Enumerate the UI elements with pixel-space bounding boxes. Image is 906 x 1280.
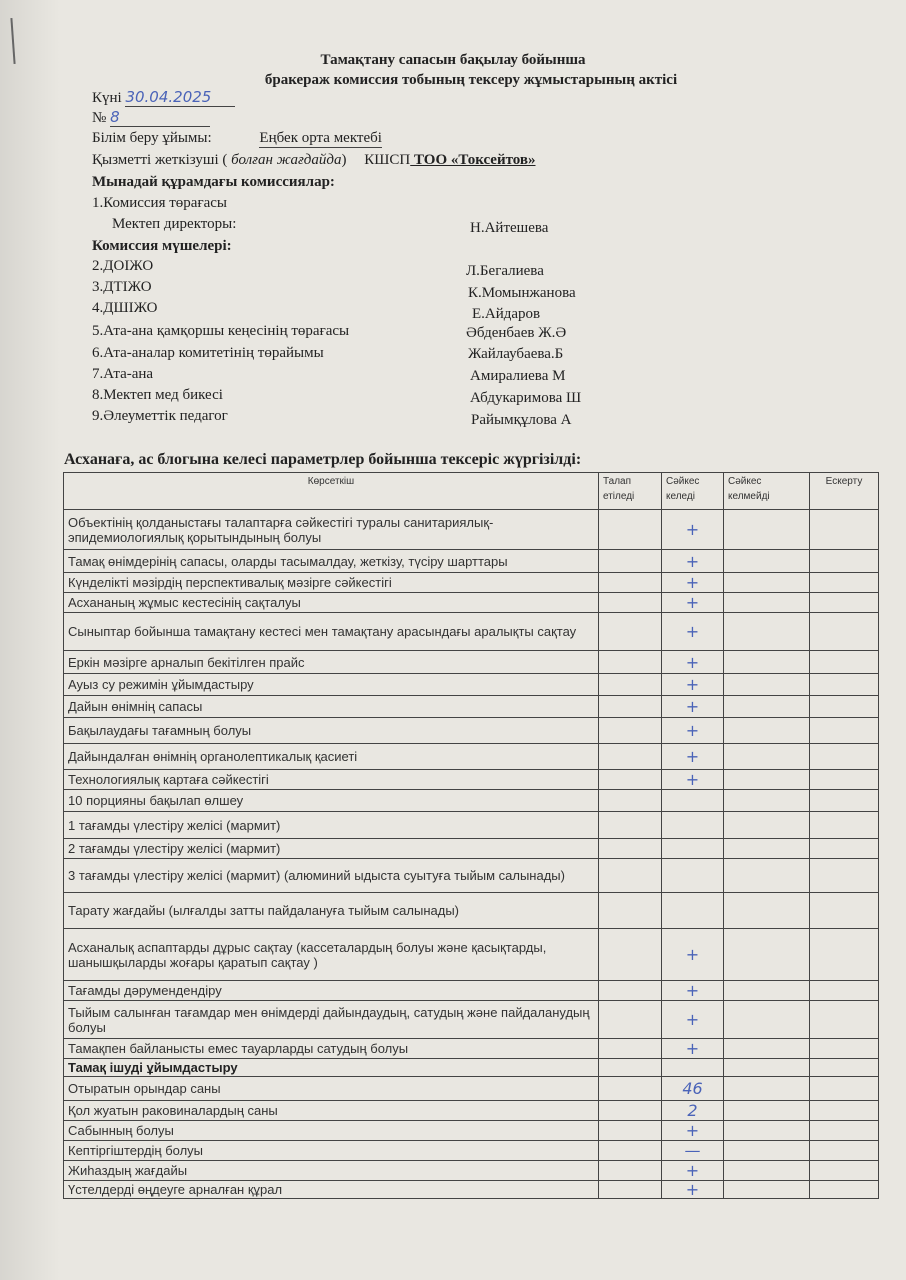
col-header-noncompliant: Сәйкес келмейді <box>724 473 810 510</box>
number-value: 8 <box>110 108 210 127</box>
required-cell <box>599 1059 662 1077</box>
required-cell <box>599 1101 662 1121</box>
table-row <box>64 893 879 929</box>
indicator-cell: Сабынның болуы <box>64 1121 599 1141</box>
indicator-cell: Тыйым салынған тағамдар мен өнімдерді дайындаудың, сатудың және пайдаланудың болуы <box>64 1001 599 1039</box>
compliant-cell: 46 <box>662 1077 724 1101</box>
table-row <box>64 790 879 812</box>
member-role-5: 5.Ата-ана қамқоршы кеңесінің төрағасы <box>92 323 350 339</box>
note-cell <box>810 696 879 718</box>
noncompliant-cell <box>724 929 810 981</box>
table-row <box>64 1141 879 1161</box>
indicator-cell: Технологиялық картаға сәйкестігі <box>64 770 599 790</box>
compliant-cell: + <box>662 696 724 718</box>
indicator-cell: Күнделікті мәзірдің перспективалық мәзірге сәйкестігі <box>64 573 599 593</box>
col-header-indicator: Көрсеткіш <box>64 473 599 510</box>
indicator-cell: Тамақпен байланысты емес тауарларды сатудың болуы <box>64 1039 599 1059</box>
required-cell <box>599 550 662 573</box>
table-row <box>64 573 879 593</box>
supplier-note: болған жағдайда <box>231 152 342 168</box>
required-cell <box>599 1121 662 1141</box>
compliant-cell: — <box>662 1141 724 1161</box>
member-role-3: 3.ДТІЖО <box>92 279 152 295</box>
indicator-cell: Тамақ ішуді ұйымдастыру <box>64 1059 599 1077</box>
member-name-8: Абдукаримова Ш <box>470 390 582 406</box>
required-cell <box>599 510 662 550</box>
member-name-3: К.Момынжанова <box>468 285 576 301</box>
compliant-cell <box>662 859 724 893</box>
compliant-cell: + <box>662 981 724 1001</box>
table-row <box>64 1181 879 1199</box>
indicator-cell: 3 тағамды үлестіру желісі (мармит) (алюминий ыдыста суытуға тыйым салынады) <box>64 859 599 893</box>
members-heading: Комиссия мүшелері: <box>92 238 232 254</box>
doc-title-line2: бракераж комиссия тобының тексеру жұмыстарының актісі <box>264 72 678 88</box>
required-cell <box>599 1181 662 1199</box>
compliant-cell <box>662 893 724 929</box>
table-row <box>64 1101 879 1121</box>
required-cell <box>599 859 662 893</box>
number-label: № <box>92 110 107 126</box>
compliant-cell: + <box>662 1181 724 1199</box>
note-cell <box>810 1181 879 1199</box>
note-cell <box>810 593 879 613</box>
member-role-8: 8.Мектеп мед бикесі <box>92 387 223 403</box>
table-row <box>64 1121 879 1141</box>
note-cell <box>810 550 879 573</box>
required-cell <box>599 613 662 651</box>
table-row <box>64 929 879 981</box>
compliant-cell: + <box>662 674 724 696</box>
required-cell <box>599 839 662 859</box>
member-role-4: 4.ДШІЖО <box>92 300 158 316</box>
noncompliant-cell <box>724 613 810 651</box>
note-cell <box>810 1059 879 1077</box>
required-cell <box>599 812 662 839</box>
indicator-cell: 1 тағамды үлестіру желісі (мармит) <box>64 812 599 839</box>
note-cell <box>810 812 879 839</box>
table-row <box>64 651 879 674</box>
note-cell <box>810 1141 879 1161</box>
supplier-row <box>92 152 536 169</box>
member-role-9: 9.Әлеуметтік педагог <box>92 408 228 424</box>
note-cell <box>810 651 879 674</box>
member-name-9: Райымқұлова А <box>471 412 572 428</box>
note-cell <box>810 981 879 1001</box>
note-cell <box>810 1039 879 1059</box>
table-row <box>64 812 879 839</box>
indicator-cell: Объектінің қолданыстағы талаптарға сәйкестігі туралы санитариялық-эпидемиологиялық қорытындының болуы <box>64 510 599 550</box>
required-cell <box>599 893 662 929</box>
table-row <box>64 744 879 770</box>
compliant-cell: + <box>662 929 724 981</box>
indicator-cell: Асхананың жұмыс кестесінің сақталуы <box>64 593 599 613</box>
note-cell <box>810 1101 879 1121</box>
noncompliant-cell <box>724 510 810 550</box>
noncompliant-cell <box>724 593 810 613</box>
supplier-paren: ) <box>341 152 347 168</box>
member-role-2: 2.ДОІЖО <box>92 258 154 274</box>
required-cell <box>599 744 662 770</box>
supplier-label: Қызметті жеткізуші ( <box>92 152 228 168</box>
noncompliant-cell <box>724 1121 810 1141</box>
compliant-cell: + <box>662 510 724 550</box>
noncompliant-cell <box>724 839 810 859</box>
noncompliant-cell <box>724 573 810 593</box>
compliant-cell <box>662 1059 724 1077</box>
school-row <box>92 130 382 148</box>
col-header-note: Ескерту <box>810 473 879 510</box>
noncompliant-cell <box>724 1077 810 1101</box>
compliant-cell: + <box>662 1161 724 1181</box>
compliant-cell <box>662 812 724 839</box>
indicator-cell: 2 тағамды үлестіру желісі (мармит) <box>64 839 599 859</box>
note-cell <box>810 839 879 859</box>
noncompliant-cell <box>724 859 810 893</box>
table-row <box>64 839 879 859</box>
compliant-cell: + <box>662 550 724 573</box>
noncompliant-cell <box>724 790 810 812</box>
member-role-7: 7.Ата-ана <box>92 366 154 382</box>
compliant-cell: + <box>662 651 724 674</box>
note-cell <box>810 1001 879 1039</box>
note-cell <box>810 718 879 744</box>
inspection-rows <box>64 510 879 1199</box>
table-row <box>64 859 879 893</box>
compliant-cell: + <box>662 573 724 593</box>
member-name-7: Амиралиева М <box>470 368 566 384</box>
indicator-cell: Қол жуатын раковиналардың саны <box>64 1101 599 1121</box>
table-row <box>64 1001 879 1039</box>
compliant-cell: + <box>662 613 724 651</box>
doc-title-line1: Тамақтану сапасын бақылау бойынша <box>320 52 586 68</box>
member-name-6: Жайлаубаева.Б <box>468 346 564 362</box>
required-cell <box>599 770 662 790</box>
noncompliant-cell <box>724 1141 810 1161</box>
compliant-cell: + <box>662 744 724 770</box>
required-cell <box>599 790 662 812</box>
table-row <box>64 674 879 696</box>
table-row <box>64 718 879 744</box>
noncompliant-cell <box>724 696 810 718</box>
date-value: 30.04.2025 <box>125 88 235 107</box>
note-cell <box>810 573 879 593</box>
indicator-cell: Тамақ өнімдерінің сапасы, оларды тасымалдау, жеткізу, түсіру шарттары <box>64 550 599 573</box>
required-cell <box>599 573 662 593</box>
indicator-cell: Кептіргіштердің болуы <box>64 1141 599 1161</box>
indicator-cell: Бақылаудағы тағамның болуы <box>64 718 599 744</box>
compliant-cell <box>662 839 724 859</box>
table-row <box>64 550 879 573</box>
required-cell <box>599 674 662 696</box>
table-row <box>64 696 879 718</box>
required-cell <box>599 929 662 981</box>
note-cell <box>810 770 879 790</box>
compliant-cell: + <box>662 1001 724 1039</box>
note-cell <box>810 859 879 893</box>
composition-heading: Мынадай құрамдағы комиссиялар: <box>92 174 335 190</box>
noncompliant-cell <box>724 1181 810 1199</box>
compliant-cell <box>662 790 724 812</box>
col-header-compliant: Сәйкес келеді <box>662 473 724 510</box>
required-cell <box>599 718 662 744</box>
indicator-cell: Асханалық аспаптарды дұрыс сақтау (кассеталардың болуы және қасықтарды, шанышқыларды жоғары қаратып сақтау ) <box>64 929 599 981</box>
noncompliant-cell <box>724 981 810 1001</box>
table-row <box>64 510 879 550</box>
member-role-6: 6.Ата-аналар комитетінің төрайымы <box>92 345 324 361</box>
required-cell <box>599 1039 662 1059</box>
compliant-cell: 2 <box>662 1101 724 1121</box>
indicator-cell: Сыныптар бойынша тамақтану кестесі мен тамақтану арасындағы аралықты сақтау <box>64 613 599 651</box>
date-row <box>92 88 235 107</box>
required-cell <box>599 696 662 718</box>
chair-label: 1.Комиссия төрағасы <box>92 195 227 211</box>
school-label: Білім беру ұйымы: <box>92 130 212 146</box>
compliant-cell: + <box>662 593 724 613</box>
indicator-cell: 10 порцияны бақылап өлшеу <box>64 790 599 812</box>
note-cell <box>810 1077 879 1101</box>
required-cell <box>599 593 662 613</box>
required-cell <box>599 1161 662 1181</box>
noncompliant-cell <box>724 1059 810 1077</box>
indicator-cell: Жиһаздың жағдайы <box>64 1161 599 1181</box>
required-cell <box>599 1077 662 1101</box>
page-shadow <box>0 0 60 1280</box>
section-row <box>64 1059 879 1077</box>
table-row <box>64 770 879 790</box>
noncompliant-cell <box>724 1039 810 1059</box>
note-cell <box>810 613 879 651</box>
noncompliant-cell <box>724 1001 810 1039</box>
noncompliant-cell <box>724 1101 810 1121</box>
indicator-cell: Тарату жағдайы (ылғалды затты пайдалануға тыйым салынады) <box>64 893 599 929</box>
indicator-cell: Үстелдерді өңдеуге арналған құрал <box>64 1181 599 1199</box>
member-name-5: Әбденбаев Ж.Ә <box>466 325 567 341</box>
indicator-cell: Еркін мәзірге арналып бекітілген прайс <box>64 651 599 674</box>
compliant-cell: + <box>662 718 724 744</box>
supplier-prefix: КШСП <box>364 152 411 168</box>
member-name-2: Л.Бегалиева <box>466 263 544 279</box>
indicator-cell: Дайын өнімнің сапасы <box>64 696 599 718</box>
noncompliant-cell <box>724 550 810 573</box>
director-name: Н.Айтешева <box>470 220 549 236</box>
inspection-heading: Асханаға, ас блогына келесі параметрлер бойынша тексеріс жүргізілді: <box>64 451 582 468</box>
table-row <box>64 1161 879 1181</box>
note-cell <box>810 790 879 812</box>
noncompliant-cell <box>724 744 810 770</box>
note-cell <box>810 1161 879 1181</box>
table-row <box>64 1077 879 1101</box>
noncompliant-cell <box>724 893 810 929</box>
number-row <box>92 108 210 127</box>
required-cell <box>599 1141 662 1161</box>
noncompliant-cell <box>724 674 810 696</box>
note-cell <box>810 674 879 696</box>
table-row <box>64 593 879 613</box>
note-cell <box>810 510 879 550</box>
note-cell <box>810 1121 879 1141</box>
col-header-required: Талап етіледі <box>599 473 662 510</box>
indicator-cell: Ауыз су режимін ұйымдастыру <box>64 674 599 696</box>
compliant-cell: + <box>662 1121 724 1141</box>
member-name-4: Е.Айдаров <box>472 306 541 322</box>
note-cell <box>810 929 879 981</box>
indicator-cell: Дайындалған өнімнің органолептикалық қасиеті <box>64 744 599 770</box>
noncompliant-cell <box>724 812 810 839</box>
indicator-cell: Отыратын орындар саны <box>64 1077 599 1101</box>
note-cell <box>810 893 879 929</box>
required-cell <box>599 1001 662 1039</box>
noncompliant-cell <box>724 651 810 674</box>
supplier-value: ТОО «Токсейтов» <box>410 152 536 168</box>
note-cell <box>810 744 879 770</box>
compliant-cell: + <box>662 770 724 790</box>
inspection-table <box>63 472 879 1199</box>
school-value: Еңбек орта мектебі <box>259 130 382 146</box>
required-cell <box>599 981 662 1001</box>
director-label: Мектеп директоры: <box>112 216 237 232</box>
noncompliant-cell <box>724 718 810 744</box>
noncompliant-cell <box>724 770 810 790</box>
table-row <box>64 1039 879 1059</box>
table-row <box>64 981 879 1001</box>
date-label: Күні <box>92 90 122 106</box>
required-cell <box>599 651 662 674</box>
indicator-cell: Тағамды дәрумендендіру <box>64 981 599 1001</box>
noncompliant-cell <box>724 1161 810 1181</box>
compliant-cell: + <box>662 1039 724 1059</box>
table-row <box>64 613 879 651</box>
